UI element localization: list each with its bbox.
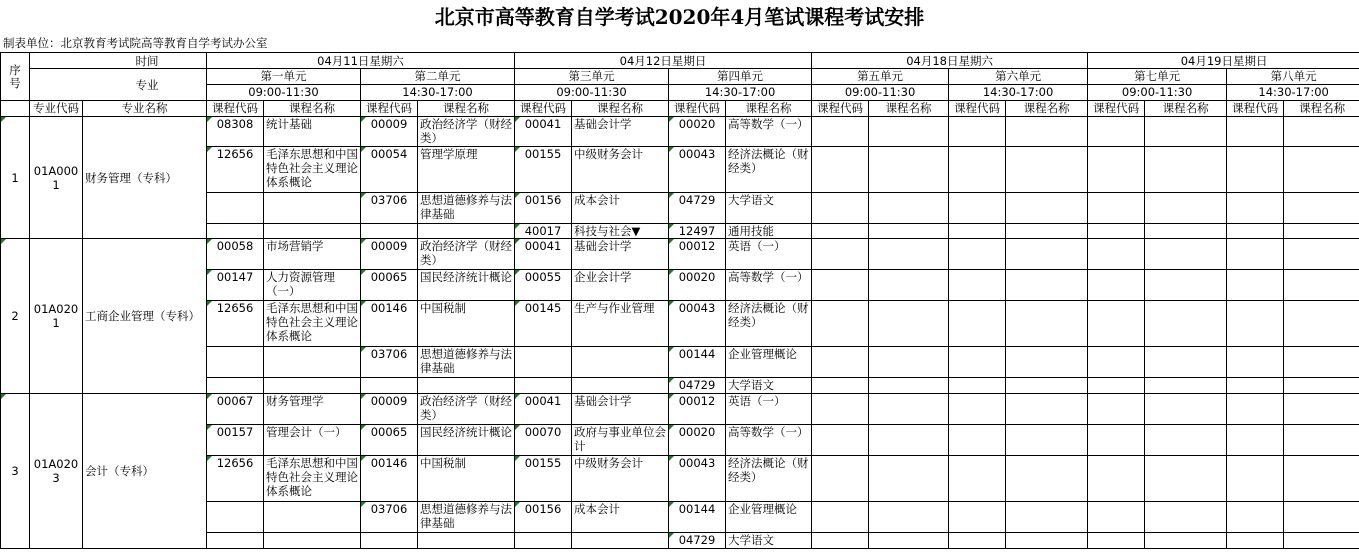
empty-cell xyxy=(1145,378,1227,394)
course-code-cell: 04729 xyxy=(669,533,726,549)
course-code-cell: 00041 xyxy=(515,239,572,270)
course-name-header: 课程名称 xyxy=(418,101,515,117)
course-name-cell xyxy=(264,224,361,239)
major-code-cell xyxy=(30,394,83,549)
empty-cell xyxy=(1145,147,1227,193)
empty-cell xyxy=(1006,147,1088,193)
course-code-cell: 00155 xyxy=(515,147,572,193)
course-name-cell: 通用技能 xyxy=(726,224,812,239)
course-name-cell: 中国税制 xyxy=(418,301,515,347)
course-name-cell: 企业管理概论 xyxy=(726,347,812,378)
course-name-cell xyxy=(264,347,361,378)
empty-cell xyxy=(1284,239,1359,270)
course-code-header: 课程代码 xyxy=(207,101,264,117)
course-code-cell: 00020 xyxy=(669,270,726,301)
course-name-cell: 政府与事业单位会计 xyxy=(572,425,669,456)
empty-cell xyxy=(812,425,869,456)
empty-cell xyxy=(869,117,949,147)
empty-cell xyxy=(1227,394,1284,425)
major-code-line: 01A020 xyxy=(33,457,79,471)
major-code-line: 1 xyxy=(52,316,60,330)
schedule-body xyxy=(1,53,1359,549)
course-code-cell: 08308 xyxy=(207,117,264,147)
empty-cell xyxy=(949,117,1006,147)
empty-cell xyxy=(1088,533,1145,549)
course-name-cell xyxy=(418,533,515,549)
course-name-cell: 中级财务会计 xyxy=(572,147,669,193)
course-code-cell xyxy=(207,502,264,533)
course-name-header: 课程名称 xyxy=(264,101,361,117)
unit-time-8: 14:30-17:00 xyxy=(1227,85,1359,101)
empty-cell xyxy=(949,425,1006,456)
major-code-line: 1 xyxy=(52,177,60,192)
table-row xyxy=(1,394,1359,425)
empty-cell xyxy=(1088,224,1145,239)
course-name-cell: 思想道德修养与法律基础 xyxy=(418,347,515,378)
empty-cell xyxy=(869,502,949,533)
course-code-cell: 00055 xyxy=(515,270,572,301)
schedule-table xyxy=(0,52,1359,549)
unit-time-2: 14:30-17:00 xyxy=(361,85,515,101)
empty-cell xyxy=(869,378,949,394)
course-code-cell: 12656 xyxy=(207,456,264,502)
empty-cell xyxy=(1006,347,1088,378)
course-code-header: 课程代码 xyxy=(812,101,869,117)
empty-cell xyxy=(1088,394,1145,425)
date-header-2: 04月12日星期日 xyxy=(515,53,812,69)
course-code-cell: 00041 xyxy=(515,394,572,425)
course-name-cell: 毛泽东思想和中国特色社会主义理论体系概论 xyxy=(264,301,361,347)
seq-cell: 3 xyxy=(1,394,30,549)
course-code-cell xyxy=(515,378,572,394)
empty-cell xyxy=(1006,533,1088,549)
course-name-cell: 管理学原理 xyxy=(418,147,515,193)
course-name-cell: 高等数学（一） xyxy=(726,270,812,301)
empty-cell xyxy=(1006,270,1088,301)
empty-cell xyxy=(1227,193,1284,224)
course-name-cell: 英语（一） xyxy=(726,394,812,425)
course-code-cell: 00146 xyxy=(361,456,418,502)
course-code-cell xyxy=(361,378,418,394)
course-name-cell: 大学语文 xyxy=(726,193,812,224)
course-code-cell xyxy=(361,533,418,549)
empty-cell xyxy=(869,301,949,347)
empty-cell xyxy=(812,270,869,301)
empty-cell xyxy=(1145,301,1227,347)
course-name-cell: 毛泽东思想和中国特色社会主义理论体系概论 xyxy=(264,456,361,502)
course-code-cell: 03706 xyxy=(361,193,418,224)
empty-cell xyxy=(812,394,869,425)
course-name-cell xyxy=(572,347,669,378)
empty-cell xyxy=(1145,224,1227,239)
course-code-cell: 00041 xyxy=(515,117,572,147)
seq-cell: 1 xyxy=(1,117,30,239)
empty-cell xyxy=(1227,456,1284,502)
course-name-cell: 企业会计学 xyxy=(572,270,669,301)
course-code-header: 课程代码 xyxy=(361,101,418,117)
unit-time-7: 09:00-11:30 xyxy=(1088,85,1227,101)
empty-cell xyxy=(949,378,1006,394)
course-name-cell: 科技与社会▼ xyxy=(572,224,669,239)
unit-name-4: 第四单元 xyxy=(669,69,812,85)
course-code-cell: 00054 xyxy=(361,147,418,193)
empty-cell xyxy=(1006,502,1088,533)
empty-cell xyxy=(812,378,869,394)
major-header: 专业 xyxy=(30,69,207,101)
empty-cell xyxy=(1284,347,1359,378)
empty-cell xyxy=(1284,456,1359,502)
empty-cell xyxy=(812,224,869,239)
empty-cell xyxy=(1284,147,1359,193)
empty-cell xyxy=(812,347,869,378)
course-name-cell: 政治经济学（财经类） xyxy=(418,394,515,425)
empty-cell xyxy=(1284,301,1359,347)
empty-cell xyxy=(949,270,1006,301)
empty-cell xyxy=(1006,117,1088,147)
course-code-cell: 12656 xyxy=(207,147,264,193)
course-name-cell: 大学语文 xyxy=(726,533,812,549)
course-code-cell: 00145 xyxy=(515,301,572,347)
course-name-cell xyxy=(264,502,361,533)
course-code-cell: 00156 xyxy=(515,193,572,224)
empty-cell xyxy=(1088,425,1145,456)
major-name-cell: 财务管理（专科） xyxy=(83,117,207,239)
empty-cell xyxy=(1145,394,1227,425)
empty-cell xyxy=(1227,117,1284,147)
course-name-cell: 成本会计 xyxy=(572,193,669,224)
major-name-cell: 工商企业管理（专科） xyxy=(83,239,207,394)
major-code-cell xyxy=(30,239,83,394)
empty-cell xyxy=(949,224,1006,239)
major-code-cell xyxy=(30,117,83,239)
empty-cell xyxy=(1088,270,1145,301)
empty-cell xyxy=(812,533,869,549)
unit-name-1: 第一单元 xyxy=(207,69,361,85)
course-code-cell: 00067 xyxy=(207,394,264,425)
major-code-line: 3 xyxy=(52,471,60,485)
course-name-cell: 成本会计 xyxy=(572,502,669,533)
course-name-cell: 国民经济统计概论 xyxy=(418,425,515,456)
course-name-cell: 中国税制 xyxy=(418,456,515,502)
course-code-cell: 00070 xyxy=(515,425,572,456)
empty-cell xyxy=(1284,117,1359,147)
course-name-header: 课程名称 xyxy=(1145,101,1227,117)
course-code-cell: 04729 xyxy=(669,378,726,394)
empty-cell xyxy=(1145,239,1227,270)
course-name-cell: 经济法概论（财经类） xyxy=(726,147,812,193)
course-name-cell: 基础会计学 xyxy=(572,117,669,147)
course-name-cell: 思想道德修养与法律基础 xyxy=(418,502,515,533)
course-name-cell xyxy=(572,533,669,549)
table-row xyxy=(1,239,1359,270)
empty-cell xyxy=(1227,239,1284,270)
unit-time-3: 09:00-11:30 xyxy=(515,85,669,101)
unit-name-7: 第七单元 xyxy=(1088,69,1227,85)
empty-cell xyxy=(1145,502,1227,533)
course-code-cell xyxy=(361,224,418,239)
empty-cell xyxy=(1088,193,1145,224)
course-code-cell: 00009 xyxy=(361,394,418,425)
empty-cell xyxy=(949,533,1006,549)
course-name-cell: 政治经济学（财经类） xyxy=(418,239,515,270)
empty-cell xyxy=(949,301,1006,347)
course-name-cell: 企业管理概论 xyxy=(726,502,812,533)
empty-cell xyxy=(949,193,1006,224)
course-code-cell: 00156 xyxy=(515,502,572,533)
empty-cell xyxy=(1145,270,1227,301)
course-code-cell xyxy=(207,224,264,239)
course-code-header: 课程代码 xyxy=(669,101,726,117)
course-code-cell xyxy=(207,378,264,394)
course-name-cell xyxy=(264,533,361,549)
unit-time-5: 09:00-11:30 xyxy=(812,85,949,101)
empty-cell xyxy=(949,456,1006,502)
empty-cell xyxy=(1088,378,1145,394)
empty-cell xyxy=(812,239,869,270)
empty-cell xyxy=(1088,147,1145,193)
empty-cell xyxy=(1284,394,1359,425)
empty-cell xyxy=(1145,425,1227,456)
empty-cell xyxy=(1227,270,1284,301)
empty-cell xyxy=(1284,425,1359,456)
major-code-header: 专业代码 xyxy=(30,101,83,117)
empty-cell xyxy=(869,193,949,224)
course-name-cell xyxy=(572,378,669,394)
empty-cell xyxy=(812,193,869,224)
course-name-cell: 高等数学（一） xyxy=(726,425,812,456)
course-name-cell: 基础会计学 xyxy=(572,239,669,270)
course-name-cell: 国民经济统计概论 xyxy=(418,270,515,301)
course-code-cell: 03706 xyxy=(361,502,418,533)
course-code-cell: 00012 xyxy=(669,239,726,270)
course-code-header: 课程代码 xyxy=(1227,101,1284,117)
course-name-cell xyxy=(264,193,361,224)
major-code-line: 01A000 xyxy=(33,163,79,178)
maker-unit: 制表单位：北京教育考试院高等教育自学考试办公室 xyxy=(3,36,268,50)
empty-cell xyxy=(869,533,949,549)
course-code-cell: 00157 xyxy=(207,425,264,456)
course-code-cell xyxy=(207,347,264,378)
empty-cell xyxy=(1284,270,1359,301)
unit-name-6: 第六单元 xyxy=(949,69,1088,85)
course-name-cell: 英语（一） xyxy=(726,239,812,270)
course-code-header: 课程代码 xyxy=(515,101,572,117)
course-code-header: 课程代码 xyxy=(949,101,1006,117)
empty-cell xyxy=(1145,456,1227,502)
empty-cell xyxy=(812,456,869,502)
course-code-cell: 00043 xyxy=(669,147,726,193)
empty-cell xyxy=(1145,347,1227,378)
date-header-4: 04月19日星期日 xyxy=(1088,53,1359,69)
empty-cell xyxy=(812,301,869,347)
course-name-cell: 统计基础 xyxy=(264,117,361,147)
date-header-3: 04月18日星期六 xyxy=(812,53,1088,69)
course-name-header: 课程名称 xyxy=(869,101,949,117)
course-code-cell: 12656 xyxy=(207,301,264,347)
unit-time-6: 14:30-17:00 xyxy=(949,85,1088,101)
empty-cell xyxy=(1006,193,1088,224)
course-code-cell xyxy=(207,533,264,549)
unit-name-5: 第五单元 xyxy=(812,69,949,85)
empty-cell xyxy=(1006,224,1088,239)
empty-cell xyxy=(1145,117,1227,147)
empty-cell xyxy=(1006,425,1088,456)
course-code-cell: 00147 xyxy=(207,270,264,301)
empty-cell xyxy=(1145,193,1227,224)
empty-cell xyxy=(869,239,949,270)
empty-cell xyxy=(949,239,1006,270)
empty-cell xyxy=(1284,502,1359,533)
course-code-cell: 00009 xyxy=(361,239,418,270)
course-code-cell xyxy=(515,533,572,549)
course-name-header: 课程名称 xyxy=(572,101,669,117)
empty-cell xyxy=(869,394,949,425)
empty-cell xyxy=(1227,378,1284,394)
empty-cell xyxy=(869,425,949,456)
course-code-cell: 00155 xyxy=(515,456,572,502)
empty-cell xyxy=(949,347,1006,378)
empty-cell xyxy=(1227,347,1284,378)
unit-time-1: 09:00-11:30 xyxy=(207,85,361,101)
empty-cell xyxy=(1088,117,1145,147)
course-code-cell: 12497 xyxy=(669,224,726,239)
empty-cell xyxy=(1284,193,1359,224)
course-code-cell: 00009 xyxy=(361,117,418,147)
course-name-cell: 思想道德修养与法律基础 xyxy=(418,193,515,224)
course-name-cell: 基础会计学 xyxy=(572,394,669,425)
course-name-cell: 人力资源管理（一） xyxy=(264,270,361,301)
date-header-1: 04月11日星期六 xyxy=(207,53,515,69)
course-code-cell: 00043 xyxy=(669,301,726,347)
course-code-cell: 00065 xyxy=(361,425,418,456)
empty-cell xyxy=(1227,533,1284,549)
course-name-cell: 经济法概论（财经类） xyxy=(726,456,812,502)
course-name-cell xyxy=(264,378,361,394)
empty-cell xyxy=(1088,347,1145,378)
empty-cell xyxy=(1006,301,1088,347)
empty-cell xyxy=(949,147,1006,193)
empty-cell xyxy=(1088,239,1145,270)
seq-col-blank xyxy=(1,101,30,117)
unit-name-8: 第八单元 xyxy=(1227,69,1359,85)
course-code-cell: 03706 xyxy=(361,347,418,378)
empty-cell xyxy=(1006,239,1088,270)
unit-time-4: 14:30-17:00 xyxy=(669,85,812,101)
seq-cell: 2 xyxy=(1,239,30,394)
course-code-cell: 00146 xyxy=(361,301,418,347)
empty-cell xyxy=(869,347,949,378)
empty-cell xyxy=(1227,301,1284,347)
empty-cell xyxy=(1227,425,1284,456)
course-name-cell: 政治经济学（财经类） xyxy=(418,117,515,147)
course-name-cell: 大学语文 xyxy=(726,378,812,394)
empty-cell xyxy=(1145,533,1227,549)
empty-cell xyxy=(1088,502,1145,533)
course-name-cell: 市场营销学 xyxy=(264,239,361,270)
course-code-header: 课程代码 xyxy=(1088,101,1145,117)
course-code-cell: 00043 xyxy=(669,456,726,502)
course-code-cell xyxy=(207,193,264,224)
course-code-cell: 00065 xyxy=(361,270,418,301)
course-name-cell: 中级财务会计 xyxy=(572,456,669,502)
course-name-cell xyxy=(418,378,515,394)
empty-cell xyxy=(812,502,869,533)
major-code-line: 01A020 xyxy=(33,302,79,316)
course-name-cell: 经济法概论（财经类） xyxy=(726,301,812,347)
course-name-cell: 管理会计（一） xyxy=(264,425,361,456)
empty-cell xyxy=(949,394,1006,425)
empty-cell xyxy=(812,117,869,147)
major-name-header: 专业名称 xyxy=(83,101,207,117)
course-name-cell: 高等数学（一） xyxy=(726,117,812,147)
empty-cell xyxy=(1284,224,1359,239)
course-name-header: 课程名称 xyxy=(1284,101,1359,117)
course-name-cell: 财务管理学 xyxy=(264,394,361,425)
empty-cell xyxy=(1006,456,1088,502)
unit-name-2: 第二单元 xyxy=(361,69,515,85)
empty-cell xyxy=(1284,533,1359,549)
course-code-cell: 00058 xyxy=(207,239,264,270)
empty-cell xyxy=(869,456,949,502)
course-code-cell: 00012 xyxy=(669,394,726,425)
empty-cell xyxy=(869,147,949,193)
course-name-cell: 生产与作业管理 xyxy=(572,301,669,347)
course-code-cell: 04729 xyxy=(669,193,726,224)
unit-name-3: 第三单元 xyxy=(515,69,669,85)
empty-cell xyxy=(1227,147,1284,193)
major-name-cell: 会计（专科） xyxy=(83,394,207,549)
empty-cell xyxy=(1088,301,1145,347)
empty-cell xyxy=(949,502,1006,533)
course-name-header: 课程名称 xyxy=(1006,101,1088,117)
empty-cell xyxy=(1006,378,1088,394)
page-title: 北京市高等教育自学考试2020年4月笔试课程考试安排 xyxy=(434,5,925,29)
course-code-cell xyxy=(515,347,572,378)
empty-cell xyxy=(1006,394,1088,425)
table-row xyxy=(1,117,1359,147)
empty-cell xyxy=(1284,378,1359,394)
course-code-cell: 00020 xyxy=(669,117,726,147)
course-name-cell: 毛泽东思想和中国特色社会主义理论体系概论 xyxy=(264,147,361,193)
empty-cell xyxy=(1227,224,1284,239)
empty-cell xyxy=(812,147,869,193)
course-code-cell: 40017 xyxy=(515,224,572,239)
time-header: 时间 xyxy=(30,53,207,69)
course-name-cell xyxy=(418,224,515,239)
empty-cell xyxy=(869,270,949,301)
course-name-header: 课程名称 xyxy=(726,101,812,117)
empty-cell xyxy=(1227,502,1284,533)
course-code-cell: 00144 xyxy=(669,347,726,378)
empty-cell xyxy=(1088,456,1145,502)
course-code-cell: 00144 xyxy=(669,502,726,533)
empty-cell xyxy=(869,224,949,239)
seq-header: 序号 xyxy=(1,53,30,101)
course-code-cell: 00020 xyxy=(669,425,726,456)
